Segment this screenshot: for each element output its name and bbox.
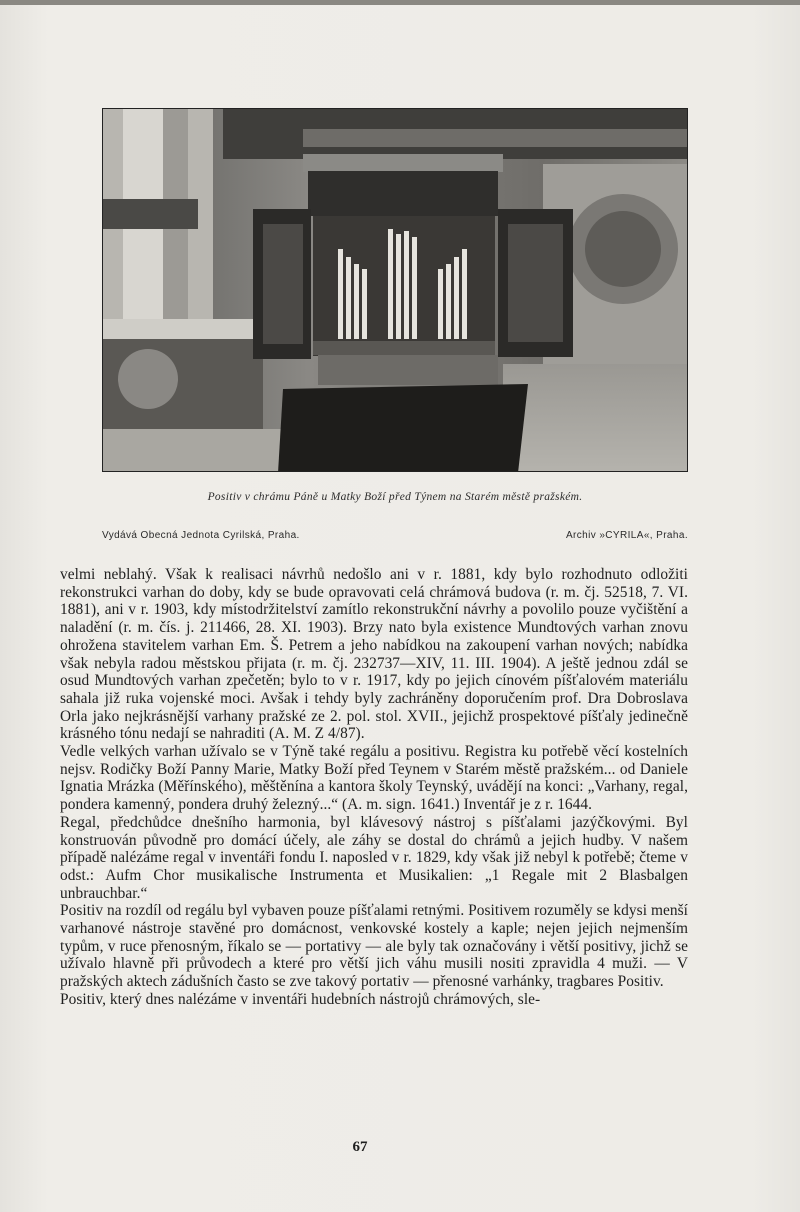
article-body <box>60 566 688 1009</box>
paragraph: Regal, předchůdce dnešního harmonia, byl klávesový nástroj s píšťalami jazýčkovými. Byl konstruován původně pro domácí účely, ale záhy se dostal do chrámů a jejich hudby. V našem případě nalézáme regal v inventáři fondu I. naposled v r. 1829, kdy však již nebyl k potřebě; čteme v odst.: Aufm Chor musikalische Instrumenta et Musikalien: „1 Regale mit 2 Blasbalgen unbrauchbar.“ <box>60 813 688 902</box>
scan-edge <box>0 0 800 5</box>
organ-photograph <box>102 108 688 472</box>
archive-credit: Archiv »CYRILA«, Praha. <box>565 530 688 541</box>
paragraph: Positiv na rozdíl od regálu byl vybaven pouze píšťalami retnými. Positivem rozuměly se kdysi menší varhanové nástroje stavěné pro domácnost, venkovské kostely a kaple; nejen jejich nejmenším typům, v ruce přenosným, říkalo se — portativy — ale byly tak označovány i větší positivy, jichž se užívalo hlavně při průvodech a které pro větší jich váhu musili nositi zpravidla 4 muži. — V pražských aktech zádušních často se zve takový portativ — přenosné varhánky, tragbares Positiv. <box>60 902 688 991</box>
paragraph: Vedle velkých varhan užívalo se v Týně také regálu a positivu. Registra ku potřebě věcí kostelních nejsv. Rodičky Boží Panny Marie, Matky Boží před Teynem v Starém městě pražském... od Daniele Ignatia Mrázka (Měřínského), měštěnína a kantora školy Teynský, uvádějí na konci: „Varhany, regal, pondera kamenný, pondera druhý železný...“ (A. m. sign. 1641.) Inventář je z r. 1644. <box>60 743 688 814</box>
publisher-credit: Vydává Obecná Jednota Cyrilská, Praha. <box>102 530 300 541</box>
photo-caption: Positiv v chrámu Páně u Matky Boží před Týnem na Starém městě pražském. <box>207 491 583 503</box>
page-number: 67 <box>352 1139 368 1155</box>
paragraph: velmi neblahý. Však k realisaci návrhů nedošlo ani v r. 1881, kdy bylo rozhodnuto odložiti rekonstrukci varhan do doby, kdy se bude opravovati celá chrámová budova (r. m. čj. 52518, 7. VI. 1881), ani v r. 1903, kdy místodržitelství zamítlo rekonstrukční návrhy a povolilo pouze vyčištění a naladění (r. m. čís. j. 211466, 28. XI. 1903). Brzy nato byla existence Mundtových varhan znovu ohrožena stavitelem varhan Em. Š. Petrem a jeho nabídkou na zakoupení varhan nových; nabídka však nebyla radou městskou přijata (r. m. čj. 232737—XIV, 11. III. 1904). A ještě jednou zdál se osud Mundtových varhan zpečetěn; bylo to v r. 1917, kdy po jejich cínovém píšťalovém materiálu sahala již ruka vojenské moci. Avšak i tehdy byly zachráněny doporučením prof. Dra Dobroslava Orla jako nejkrásnější varhany pražské ze 2. pol. stol. XVII., jejichž prospektové píšťaly jedinečně krásného tónu nedají se nahraditi (A. M. Z 4/87). <box>60 566 688 743</box>
paragraph: Positiv, který dnes nalézáme v inventáři hudebních nástrojů chrámových, sle- <box>60 990 541 1008</box>
